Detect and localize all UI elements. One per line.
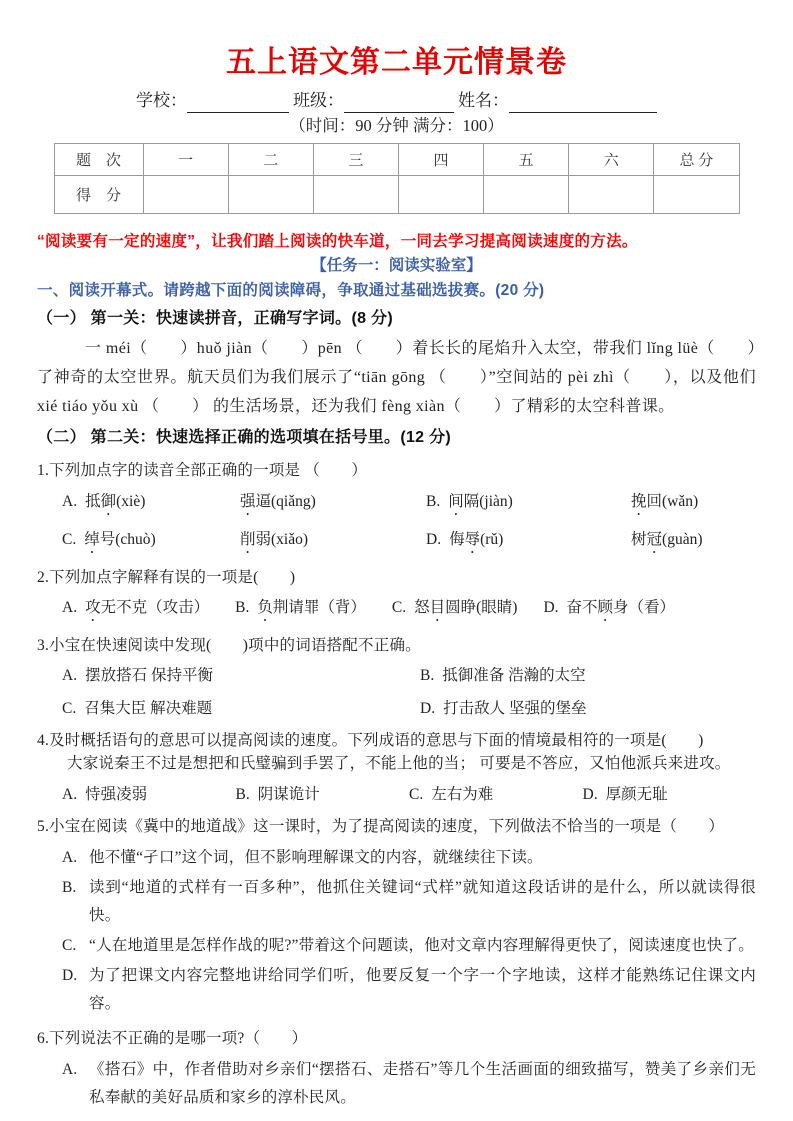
question-3 xyxy=(37,634,756,720)
score-cell xyxy=(313,176,398,214)
q1-option-b2: 挽回(wǎn) xyxy=(631,493,699,510)
score-cell xyxy=(228,176,313,214)
question-6 xyxy=(37,1027,756,1112)
q1-option-b1: B. 间隔(jiàn) xyxy=(426,493,513,510)
question-6-stem: 6.下列说法不正确的是哪一项?（ ） xyxy=(37,1030,308,1047)
q5-option-c: C. “人在地道里是怎样作战的呢?”带着这个问题读，他对文章内容理解得更快了，阅读速度也快了。 xyxy=(62,937,754,954)
score-table-score-row xyxy=(54,176,739,214)
part1-title: （一） 第一关：快速读拼音，正确写字词。(8 分) xyxy=(37,310,393,327)
q2-option-c: C. 怒目圆睁(眼睛) xyxy=(391,599,518,616)
question-1-options xyxy=(37,490,756,557)
q3-option-c: C. 召集大臣 解决难题 xyxy=(62,700,213,717)
q1-option-c1: C. 绰号(chuò) xyxy=(62,531,156,548)
q4-option-a: A. 恃强凌弱 xyxy=(62,786,148,803)
score-col-total: 总 分 xyxy=(654,144,739,176)
part2-title: （二） 第二关：快速选择正确的选项填在括号里。(12 分) xyxy=(37,429,452,446)
q4-option-c: C. 左右为难 xyxy=(409,786,494,803)
score-table-header-row xyxy=(54,144,739,176)
page-title: 五上语文第二单元情景卷 xyxy=(226,46,567,79)
score-col-5: 五 xyxy=(484,144,569,176)
q6-option-a: A. 《搭石》中，作者借助对乡亲们“摆搭石、走搭石”等几个生活画面的细致描写，赞美了乡亲们无私奉献的美好品质和家乡的淳朴民风。 xyxy=(62,1061,756,1106)
score-col-3: 三 xyxy=(313,144,398,176)
q5-option-b: B. 读到“地道的式样有一百多种”，他抓住关键词“式样”就知道这段话讲的是什么，所以就读得很快。 xyxy=(62,879,756,924)
q2-option-d: D. 奋不顾身（看） xyxy=(543,599,676,616)
q1-option-c2: 削弱(xiǎo) xyxy=(240,531,309,548)
name-label: 姓名： xyxy=(458,91,509,110)
question-1 xyxy=(37,459,756,557)
q1-option-a2: 强逼(qiǎng) xyxy=(240,493,316,510)
q5-option-a: A. 他不懂“孑口”这个词，但不影响理解课文的内容，就继续往下读。 xyxy=(62,849,543,866)
score-col-title: 题 次 xyxy=(54,144,143,176)
question-4-stem: 4.及时概括语句的意思可以提高阅读的速度。下列成语的意思与下面的情境最相符的一项是( ) xyxy=(37,732,704,749)
score-cell xyxy=(398,176,483,214)
question-4-options xyxy=(37,783,756,806)
reading-speed-intro: “阅读要有一定的速度”，让我们踏上阅读的快车道，一同去学习提高阅读速度的方法。 xyxy=(37,233,638,250)
question-1-stem: 1.下列加点字的读音全部正确的一项是 （ ） xyxy=(37,462,368,479)
score-cell xyxy=(143,176,228,214)
question-5 xyxy=(37,815,756,1018)
school-field xyxy=(136,89,289,113)
score-cell xyxy=(569,176,654,214)
score-row-label: 得 分 xyxy=(54,176,143,214)
time-score-line: （时间：90 分钟 满分：100） xyxy=(289,116,504,135)
class-field xyxy=(293,89,454,113)
question-3-stem: 3.小宝在快速阅读中发现( )项中的词语搭配不正确。 xyxy=(37,637,421,654)
q1-option-a1: A. 抵御(xiè) xyxy=(62,493,146,510)
score-cell xyxy=(654,176,739,214)
question-4 xyxy=(37,729,756,806)
question-6-options xyxy=(37,1056,756,1112)
question-2 xyxy=(37,566,756,625)
task1-header: 【任务一：阅读实验室】 xyxy=(311,257,482,274)
student-info-line xyxy=(37,89,756,113)
question-3-options xyxy=(37,664,756,720)
question-5-stem: 5.小宝在阅读《冀中的地道战》这一课时，为了提高阅读的速度，下列做法不恰当的一项是（ ） xyxy=(37,818,725,835)
score-col-1: 一 xyxy=(143,144,228,176)
question-5-options xyxy=(37,844,756,1018)
class-label: 班级： xyxy=(293,91,344,110)
q3-option-b: B. 抵御准备 浩瀚的太空 xyxy=(420,667,586,684)
pinyin-fill-paragraph: 一 méi（ ）huǒ jiàn（ ）pēn （ ）着长长的尾焰升入太空，带我们 lǐng lüè（ ）了神奇的太空世界。航天员们为我们展示了“tiān gōng （ ）”空间站的 pèi zhì（ ），以及他们 xié tiáo yǒu xù （ ） 的生活场景，还为我们 fèng xiàn（ ）了精彩的太空科普课。 xyxy=(37,340,756,415)
school-label: 学校： xyxy=(136,91,187,110)
class-blank[interactable] xyxy=(344,93,454,113)
question-4-context: 大家说秦王不过是想把和氏璧骗到手罢了，不能上他的当； 可要是不答应，又怕他派兵来进攻。 xyxy=(67,755,731,772)
q1-option-d1: D. 侮辱(rǔ) xyxy=(426,531,504,548)
q4-option-d: D. 厚颜无耻 xyxy=(582,786,668,803)
q2-option-b: B. 负荆请罪（背） xyxy=(235,599,366,616)
q4-option-b: B. 阴谋诡计 xyxy=(235,786,320,803)
score-col-6: 六 xyxy=(569,144,654,176)
q2-option-a: A. 攻无不克（攻击） xyxy=(62,599,210,616)
score-col-2: 二 xyxy=(228,144,313,176)
score-cell xyxy=(484,176,569,214)
question-2-options xyxy=(37,596,756,625)
q5-option-d: D. 为了把课文内容完整地讲给同学们听，他要反复一个字一个字地读，这样才能熟练记住课文内容。 xyxy=(62,967,756,1012)
section1-title: 一、阅读开幕式。请跨越下面的阅读障碍，争取通过基础选拔赛。(20 分) xyxy=(37,282,545,299)
score-col-4: 四 xyxy=(398,144,483,176)
name-field xyxy=(458,89,657,113)
q3-option-a: A. 摆放搭石 保持平衡 xyxy=(62,667,213,684)
school-blank[interactable] xyxy=(187,93,289,113)
question-2-stem: 2.下列加点字解释有误的一项是( ) xyxy=(37,569,296,586)
score-table xyxy=(54,143,740,214)
q1-option-d2: 树冠(guàn) xyxy=(631,531,703,548)
q3-option-d: D. 打击敌人 坚强的堡垒 xyxy=(420,700,587,717)
name-blank[interactable] xyxy=(509,93,657,113)
